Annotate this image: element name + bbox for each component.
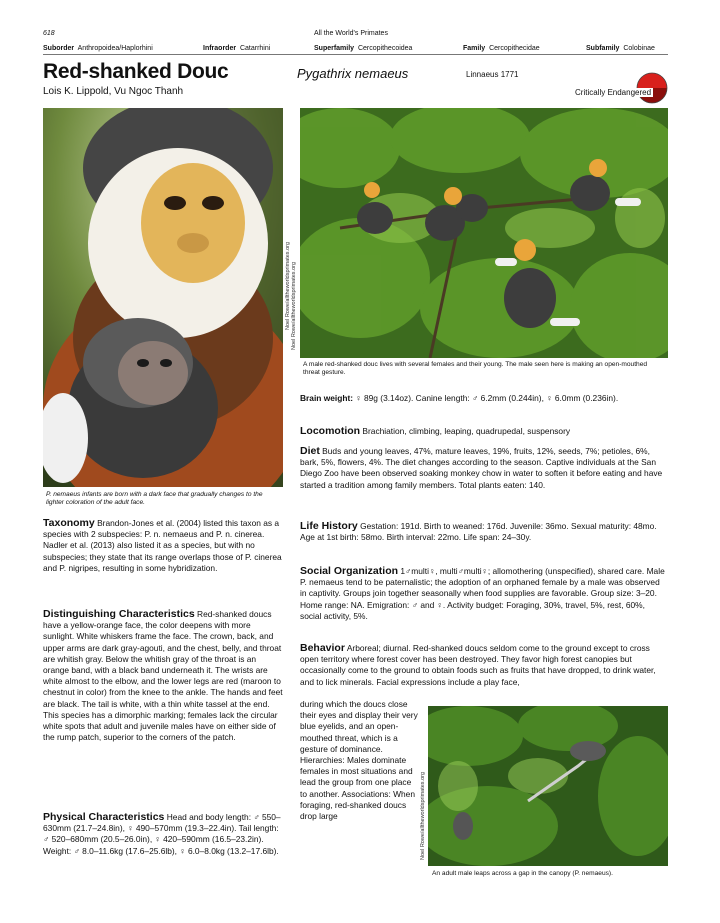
- diet-heading: Diet: [300, 445, 320, 457]
- header-rule: [43, 54, 668, 55]
- status-label: Critically Endangered: [575, 88, 652, 97]
- photo-group-tree: [300, 108, 668, 358]
- distinguishing-text: Red-shanked doucs have a yellow-orange face, the color deepens with more sunlight. White whiskers frame the face. The crown, back, and upper arms are dark gray-agouti, and the chest, belly, and throat are whitish gray. Below the whitish gray of the throat is an orange band, with a black band underneath it. The wrists are white almost to the elbow, and the lower legs are red (maroon to chestnut in color) from the knee to the ankle. The hands and feet are black. The tail is white, with a thin white tassel at the end. This species has a dimorphic marking; females lack the circular white spots that adult and juvenile males have on either side of the rump patch, superior to the corners of the patch.: [43, 609, 283, 743]
- tax-suborder: Suborder Anthropoidea/Haplorhini: [43, 45, 153, 52]
- section-brain: [300, 393, 668, 404]
- physical-heading: Physical Characteristics: [43, 811, 165, 823]
- species-authors: Lois K. Lippold, Vu Ngoc Thanh: [43, 86, 184, 97]
- tax-subfamily: Subfamily Colobinae: [586, 45, 655, 52]
- behavior-text: Arboreal; diurnal. Red-shanked doucs seldom come to the ground except to cross open territory where forest cover has been destroyed. They favor high forest canopies but occasionally come to the ground to obtain foods such as fruits that have dropped, to drink water, and to lick minerals. Facial expressions include a play face,: [300, 643, 656, 687]
- tax-infraorder: Infraorder Catarrhini: [203, 45, 271, 52]
- brain-text: ♀ 89g (3.14oz). Canine length: ♂ 6.2mm (0.244in), ♀ 6.0mm (0.236in).: [355, 393, 619, 403]
- caption-left: P. nemaeus infants are born with a dark face that gradually changes to the lighter coloration of the adult face.: [46, 491, 263, 506]
- section-social: [300, 566, 668, 622]
- leaping-illustration: [428, 706, 668, 866]
- taxonomy-heading: Taxonomy: [43, 517, 95, 529]
- tax-family: Family Cercopithecidae: [463, 45, 540, 52]
- species-common-name: Red-shanked Douc: [43, 60, 229, 83]
- species-authority: Linnaeus 1771: [466, 70, 519, 79]
- taxonomy-text: Brandon-Jones et al. (2004) listed this taxon as a species with 2 subspecies: P. n. nemaeus and P. n. cinerea. Nadler et al. (2013) also listed it as a species, but with no subspecies; they state that its range overlaps those of P. cinerea and P. nigripes, resulting in some hybridization.: [43, 518, 282, 573]
- section-life-history: [300, 521, 668, 543]
- life-history-heading: Life History: [300, 520, 358, 532]
- caption-top: A male red-shanked douc lives with several females and their young. The male seen here is making an open-mouthed threat gesture.: [303, 361, 648, 376]
- locomotion-heading: Locomotion: [300, 425, 361, 437]
- behavior-continued: during which the doucs close their eyes and display their very blue eyelids, and an open-mouthed threat, which is a gesture of dominance. Hierarchies: Males dominate females in most situations and lead the group from one place to another. Associations: When foraging, red-shanked doucs drop large: [300, 699, 418, 822]
- social-heading: Social Organization: [300, 565, 399, 577]
- book-title: All the World's Primates: [314, 30, 388, 37]
- section-physical: [43, 812, 283, 857]
- section-taxonomy: [43, 518, 283, 574]
- photo-credit-left: Noel Rowe/alltheworldsprimates.org: [285, 241, 291, 330]
- section-diet: [300, 446, 668, 491]
- photo-leaping: [428, 706, 668, 866]
- section-locomotion: [300, 426, 668, 437]
- caption-bottom: An adult male leaps across a gap in the canopy (P. nemaeus).: [432, 870, 613, 877]
- physical-text: Head and body length: ♂ 550–630mm (21.7–24.8in), ♀ 490–570mm (19.3–22.4in). Tail length: ♂ 520–680mm (20.5–26.0in), ♀ 420–590mm (16.5–23.2in). Weight: ♂ 8.0–11.6kg (17.6–25.6lb), ♀ 6.0–8.0kg (13.2–17.6lb).: [43, 812, 281, 856]
- tax-superfamily: Superfamily Cercopithecoidea: [314, 45, 413, 52]
- locomotion-text: Brachiation, climbing, leaping, quadrupedal, suspensory: [362, 426, 571, 436]
- photo-credit-bottom: Noel Rowe/alltheworldsprimates.org: [420, 771, 426, 860]
- photo-mother-infant: [43, 108, 283, 487]
- diet-text: Buds and young leaves, 47%, mature leaves, 19%, fruits, 12%, seeds, 7%; petioles, 6%, bark, 5%, flowers, 4%. The diet changes according to the season. Captive individuals at the San Diego Zoo have been observed soaking monkey chow in water to soften it before eating and have started a tradition among family members. Total plants eaten: 140.: [300, 446, 663, 490]
- group-tree-illustration: [300, 108, 668, 358]
- page-number: 618: [43, 30, 55, 37]
- species-scientific-name: Pygathrix nemaeus: [297, 66, 409, 81]
- mother-infant-illustration: [43, 108, 283, 487]
- life-history-text: Gestation: 191d. Birth to weaned: 176d. Juvenile: 36mo. Sexual maturity: 48mo. Age at 1st birth: 58mo. Birth interval: 22mo. Life span: 24–30y.: [300, 521, 657, 543]
- brain-heading: Brain weight:: [300, 393, 354, 403]
- section-distinguishing: [43, 609, 283, 743]
- behavior-heading: Behavior: [300, 642, 345, 654]
- photo-credit-top: Noel Rowe/alltheworldsprimates.org: [291, 261, 297, 350]
- social-text: 1♂multi♀, multi♂multi♀; allomothering (unspecified), shared care. Male P. nemaeus tend to be paternalistic; the adoption of an orphaned female by a male was observed in captivity. Groups join together seasonally when food supplies are favorable. Group size: 3–20. Home range: NA. Emigration: ♂ and ♀. Activity budget: Foraging, 30%, travel, 5%, rest, 60%, social activity, 5%.: [300, 566, 665, 621]
- section-behavior: [300, 643, 668, 688]
- distinguishing-heading: Distinguishing Characteristics: [43, 608, 195, 620]
